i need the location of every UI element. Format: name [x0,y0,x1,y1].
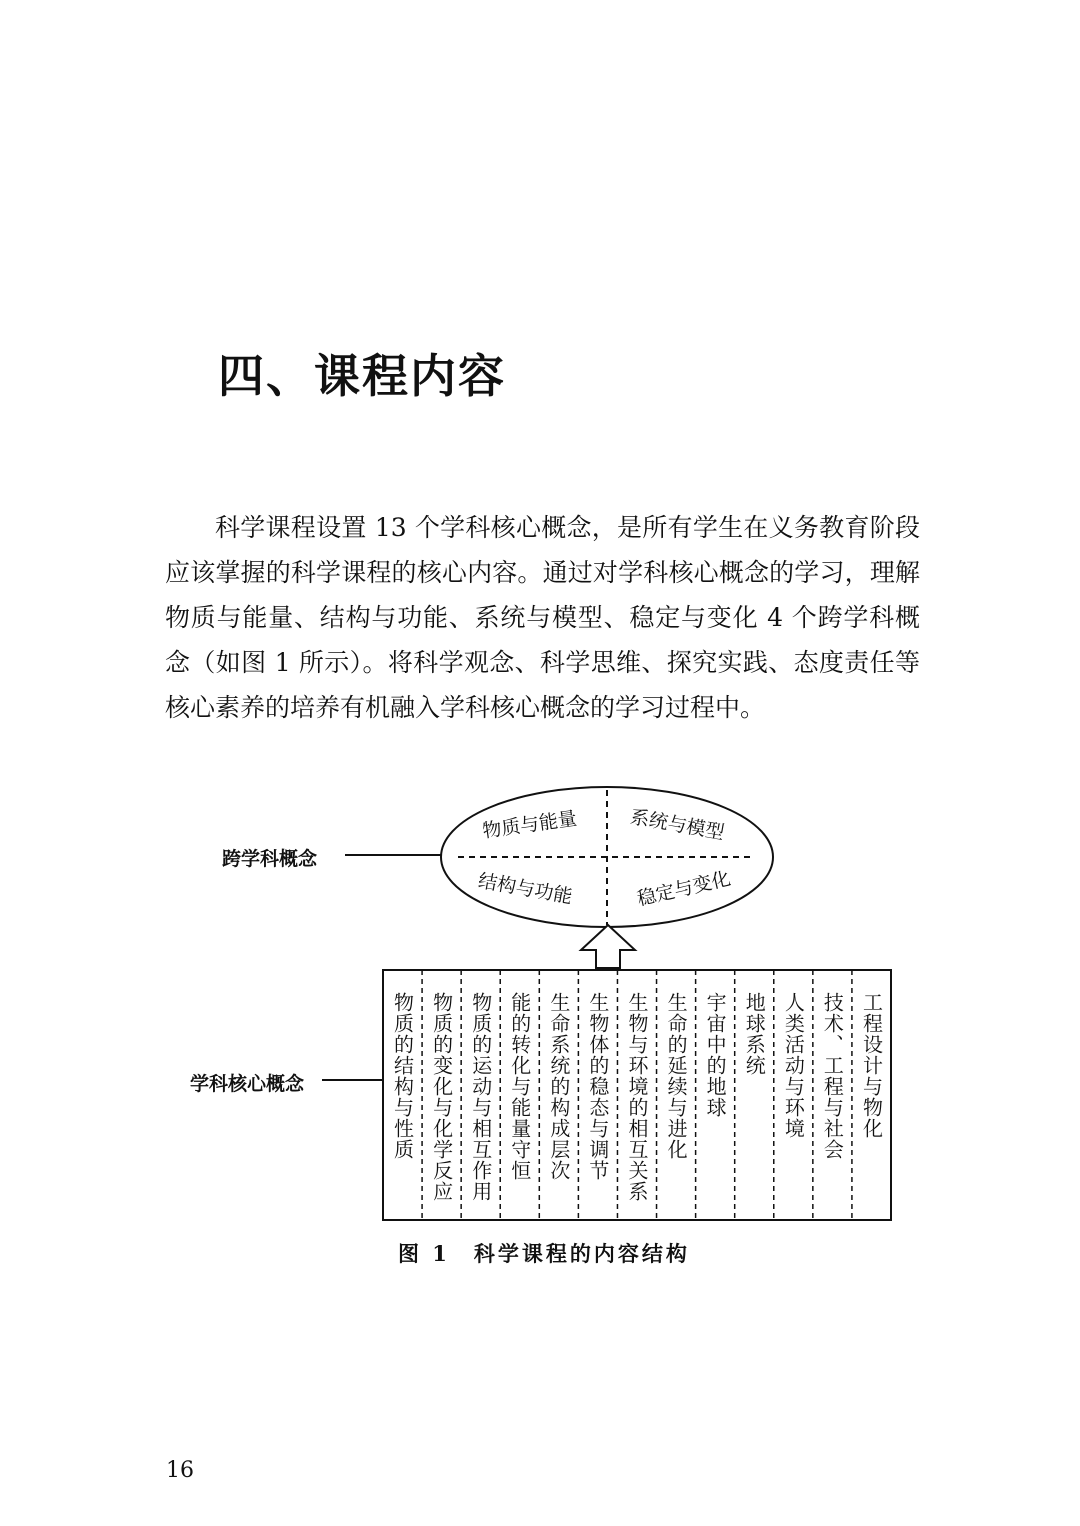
core-concept-text: 物质的结构与性质 [390,992,415,1160]
core-concept-column [578,970,617,1220]
crosscutting-label: 跨学科概念 [222,848,318,870]
core-concept-column [383,970,422,1220]
core-concept-text: 生命系统的构成层次 [546,992,571,1181]
core-concept-column [735,970,774,1220]
core-concept-text: 宇宙中的地球 [703,992,728,1118]
core-concept-text: 人类活动与环境 [781,992,806,1139]
quadrant-matter-energy: 物质与能量 [481,807,579,843]
core-concept-text: 地球系统 [742,992,767,1076]
core-concept-column [696,970,735,1220]
quadrant-structure-function: 结构与功能 [476,869,574,909]
quadrant-systems-models: 系统与模型 [628,805,726,845]
core-concept-column [539,970,578,1220]
core-concepts-label: 学科核心概念 [190,1073,305,1095]
core-concept-column [422,970,461,1220]
core-concept-text: 物质的变化与化学反应 [429,992,454,1202]
core-concept-text: 生物与环境的相互关系 [625,992,649,1202]
core-concept-column [617,970,656,1220]
core-concept-column [657,970,696,1220]
figure-caption: 图 1 科学课程的内容结构 [398,1241,690,1266]
core-concept-text: 工程设计与物化 [859,992,884,1139]
page-title: 四、课程内容 [218,349,506,403]
body-paragraph: 科学课程设置 13 个学科核心概念，是所有学生在义务教育阶段应该掌握的科学课程的核心内容。通过对学科核心概念的学习，理解物质与能量、结构与功能、系统与模型、稳定与变化 4 个跨学科概念（如图 1 所示）。将科学观念、科学思维、探究实践、态度责任等核心素养的培养有机融入学科核心概念的学习过程中。 [165,513,920,722]
core-concept-text: 技术、工程与社会 [820,992,845,1160]
core-concept-text: 生物体的稳态与调节 [585,992,610,1181]
core-concept-column [774,970,813,1220]
core-concept-text: 能的转化与能量守恒 [507,992,532,1181]
page-number: 16 [166,1458,194,1483]
core-concepts-columns [383,970,891,1220]
core-concept-column [461,970,500,1220]
core-concept-column [813,970,852,1220]
quadrant-stability-change: 稳定与变化 [635,867,733,911]
core-concept-text: 生命的延续与进化 [664,992,689,1160]
core-concept-text: 物质的运动与相互作用 [468,992,493,1202]
core-concept-column [500,970,539,1220]
up-arrow-icon [581,925,635,968]
core-concept-column [852,970,891,1220]
